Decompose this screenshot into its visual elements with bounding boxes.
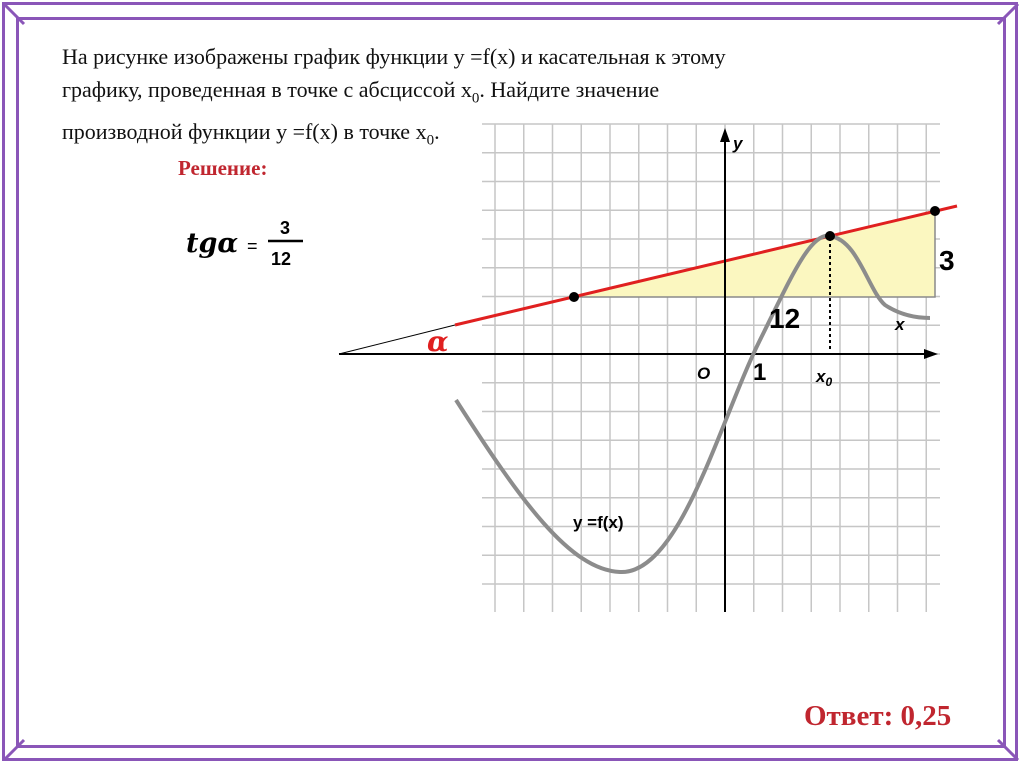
answer: Ответ: 0,25: [804, 700, 952, 732]
unit-label: 1: [753, 359, 767, 386]
problem-statement: [62, 40, 942, 158]
triangle-point-right: [930, 206, 940, 216]
alpha-label: α: [427, 325, 449, 358]
solution-label: Решение:: [178, 156, 268, 180]
x-axis-arrow: [924, 349, 938, 359]
x0-label: $x_0$: [816, 367, 833, 389]
grid: [482, 124, 940, 612]
triangle-point-left: [569, 292, 579, 302]
problem-line-1: На рисунке изображены график функции y =f(x) и касательная к этому: [62, 44, 726, 69]
function-label: y =f(x): [573, 513, 624, 532]
run-label: 12: [769, 303, 801, 334]
problem-line-2: графику, проведенная в точке с абсциссой $x_0$. Найдите значение: [62, 77, 660, 107]
formula-lhs: tgα: [186, 228, 239, 259]
formula-equals: =: [247, 236, 258, 256]
tangency-point: [825, 231, 835, 241]
formula-numerator: 3: [280, 218, 291, 238]
origin-label: O: [697, 364, 711, 383]
formula-denominator: 12: [271, 249, 292, 269]
problem-line-3: производной функции y =f(x) в точке $x_0$.: [62, 119, 440, 149]
rise-label: 3: [939, 245, 955, 276]
x-axis-label: x: [895, 315, 905, 334]
y-axis-label: y: [733, 134, 743, 153]
